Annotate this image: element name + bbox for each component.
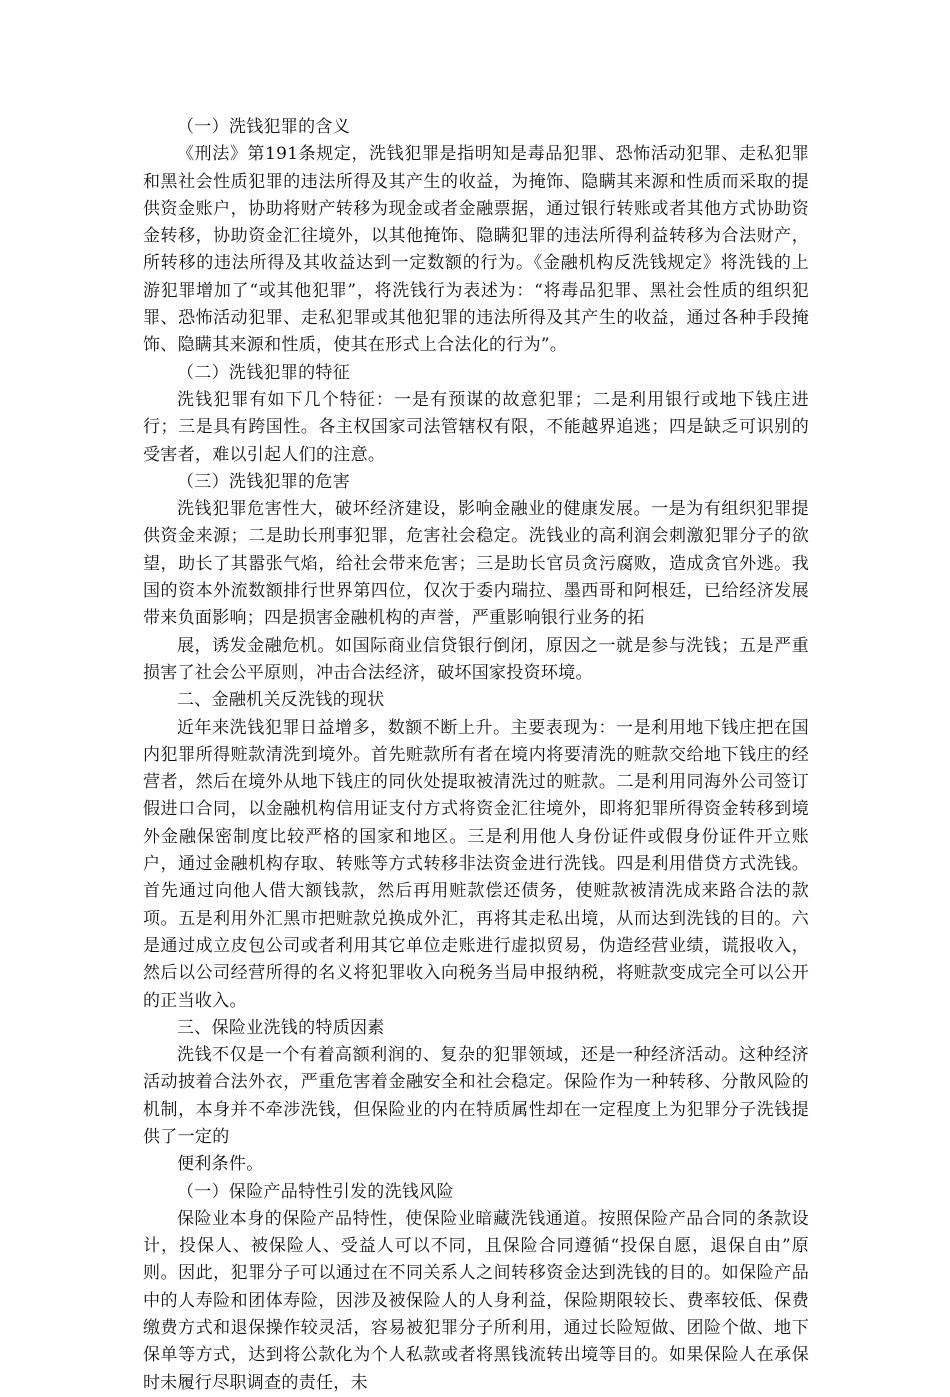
document-body (143, 114, 809, 1397)
paragraph-harms-continued: 展，诱发金融危机。如国际商业信贷银行倒闭，原因之一就是参与洗钱；五是严重损害了社会公平原则，冲击合法经济，破坏国家投资环境。 (143, 635, 809, 683)
paragraph-harms: 洗钱犯罪危害性大，破坏经济建设，影响金融业的健康发展。一是为有组织犯罪提供资金来源；二是助长刑事犯罪，危害社会稳定。洗钱业的高利润会刺激犯罪分子的欲望，助长了其嚣张气焰，给社会带来危害；三是助长官员贪污腐败，造成贪官外逃。我国的资本外流数额排行世界第四位，仅次于委内瑞拉、墨西哥和阿根廷，已给经济发展带来负面影响；四是损害金融机构的声誉，严重影响银行业务的拓 (143, 499, 809, 629)
section-heading-insurance-factors: 三、保险业洗钱的特质因素 (177, 1017, 385, 1038)
section-heading-meaning: （一）洗钱犯罪的含义 (177, 117, 350, 137)
paragraph-definition: 《刑法》第191条规定，洗钱犯罪是指明知是毒品犯罪、恐怖活动犯罪、走私犯罪和黑社会性质犯罪的违法所得及其产生的收益，为掩饰、隐瞒其来源和性质而采取的提供资金账户，协助将财产转移为现金或者金融票据，通过银行转账或者其他方式协助资金转移，协助资金汇往境外，以其他掩饰、隐瞒犯罪的违法所得利益转移为合法财产，所转移的违法所得及其收益达到一定数额的行为。《金融机构反洗钱规定》将洗钱的上游犯罪增加了“或其他犯罪”，将洗钱行为表述为：“将毒品犯罪、黑社会性质的组织犯罪、恐怖活动犯罪、走私犯罪或其他犯罪的违法所得及其产生的收益，通过各种手段掩饰、隐瞒其来源和性质，使其在形式上合法化的行为”。 (143, 144, 809, 356)
section-heading-features: （二）洗钱犯罪的特征 (177, 362, 350, 383)
section-heading-harms: （三）洗钱犯罪的危害 (177, 471, 350, 492)
section-heading-product-risk: （一）保险产品特性引发的洗钱风险 (177, 1181, 454, 1202)
paragraph-insurance-factors-continued: 便利条件。 (177, 1154, 264, 1175)
paragraph-status: 近年来洗钱犯罪日益增多，数额不断上升。主要表现为：一是利用地下钱庄把在国内犯罪所得赃款清洗到境外。首先赃款所有者在境内将要清洗的赃款交给地下钱庄的经营者，然后在境外从地下钱庄的同伙处提取被清洗过的赃款。二是利用同海外公司签订假进口合同，以金融机构信用证支付方式将资金汇往境外，即将犯罪所得资金转移到境外金融保密制度比较严格的国家和地区。三是利用他人身份证件或假身份证件开立账户，通过金融机构存取、转账等方式转移非法资金进行洗钱。四是利用借贷方式洗钱。首先通过向他人借大额钱款，然后再用赃款偿还债务，使赃款被清洗成来路合法的款项。五是利用外汇黑市把赃款兑换成外汇，再将其走私出境，从而达到洗钱的目的。六是通过成立皮包公司或者利用其它单位走账进行虚拟贸易，伪造经营业绩，谎报收入，然后以公司经营所得的名义将犯罪收入向税务当局申报纳税，将赃款变成完全可以公开的正当收入。 (143, 717, 809, 1011)
paragraph-features: 洗钱犯罪有如下几个特征：一是有预谋的故意犯罪；二是利用银行或地下钱庄进行；三是具有跨国性。各主权国家司法管辖权有限，不能越界追逃；四是缺乏可识别的受害者，难以引起人们的注意。 (143, 389, 809, 465)
section-heading-status: 二、金融机关反洗钱的现状 (177, 690, 385, 711)
paragraph-insurance-factors: 洗钱不仅是一个有着高额利润的、复杂的犯罪领域，还是一种经济活动。这种经济活动披着合法外衣，严重危害着金融安全和社会稳定。保险作为一种转移、分散风险的机制，本身并不牵涉洗钱，但保险业的内在特质属性却在一定程度上为犯罪分子洗钱提供了一定的 (143, 1045, 809, 1147)
paragraph-product-risk: 保险业本身的保险产品特性，使保险业暗藏洗钱通道。按照保险产品合同的条款设计，投保人、被保险人、受益人可以不同，且保险合同遵循“投保自愿，退保自由”原则。因此，犯罪分子可以通过在不同关系人之间转移资金达到洗钱的目的。如保险产品中的人寿险和团体寿险，因涉及被保险人的人身利益，保险期限较长、费率较低、保费缴费方式和退保操作较灵活，容易被犯罪分子所利用，通过长险短做、团险个做、地下保单等方式，达到将公款化为个人私款或者将黑钱流转出境等目的。如果保险人在承保时未履行尽职调查的责任，未 (143, 1208, 809, 1393)
